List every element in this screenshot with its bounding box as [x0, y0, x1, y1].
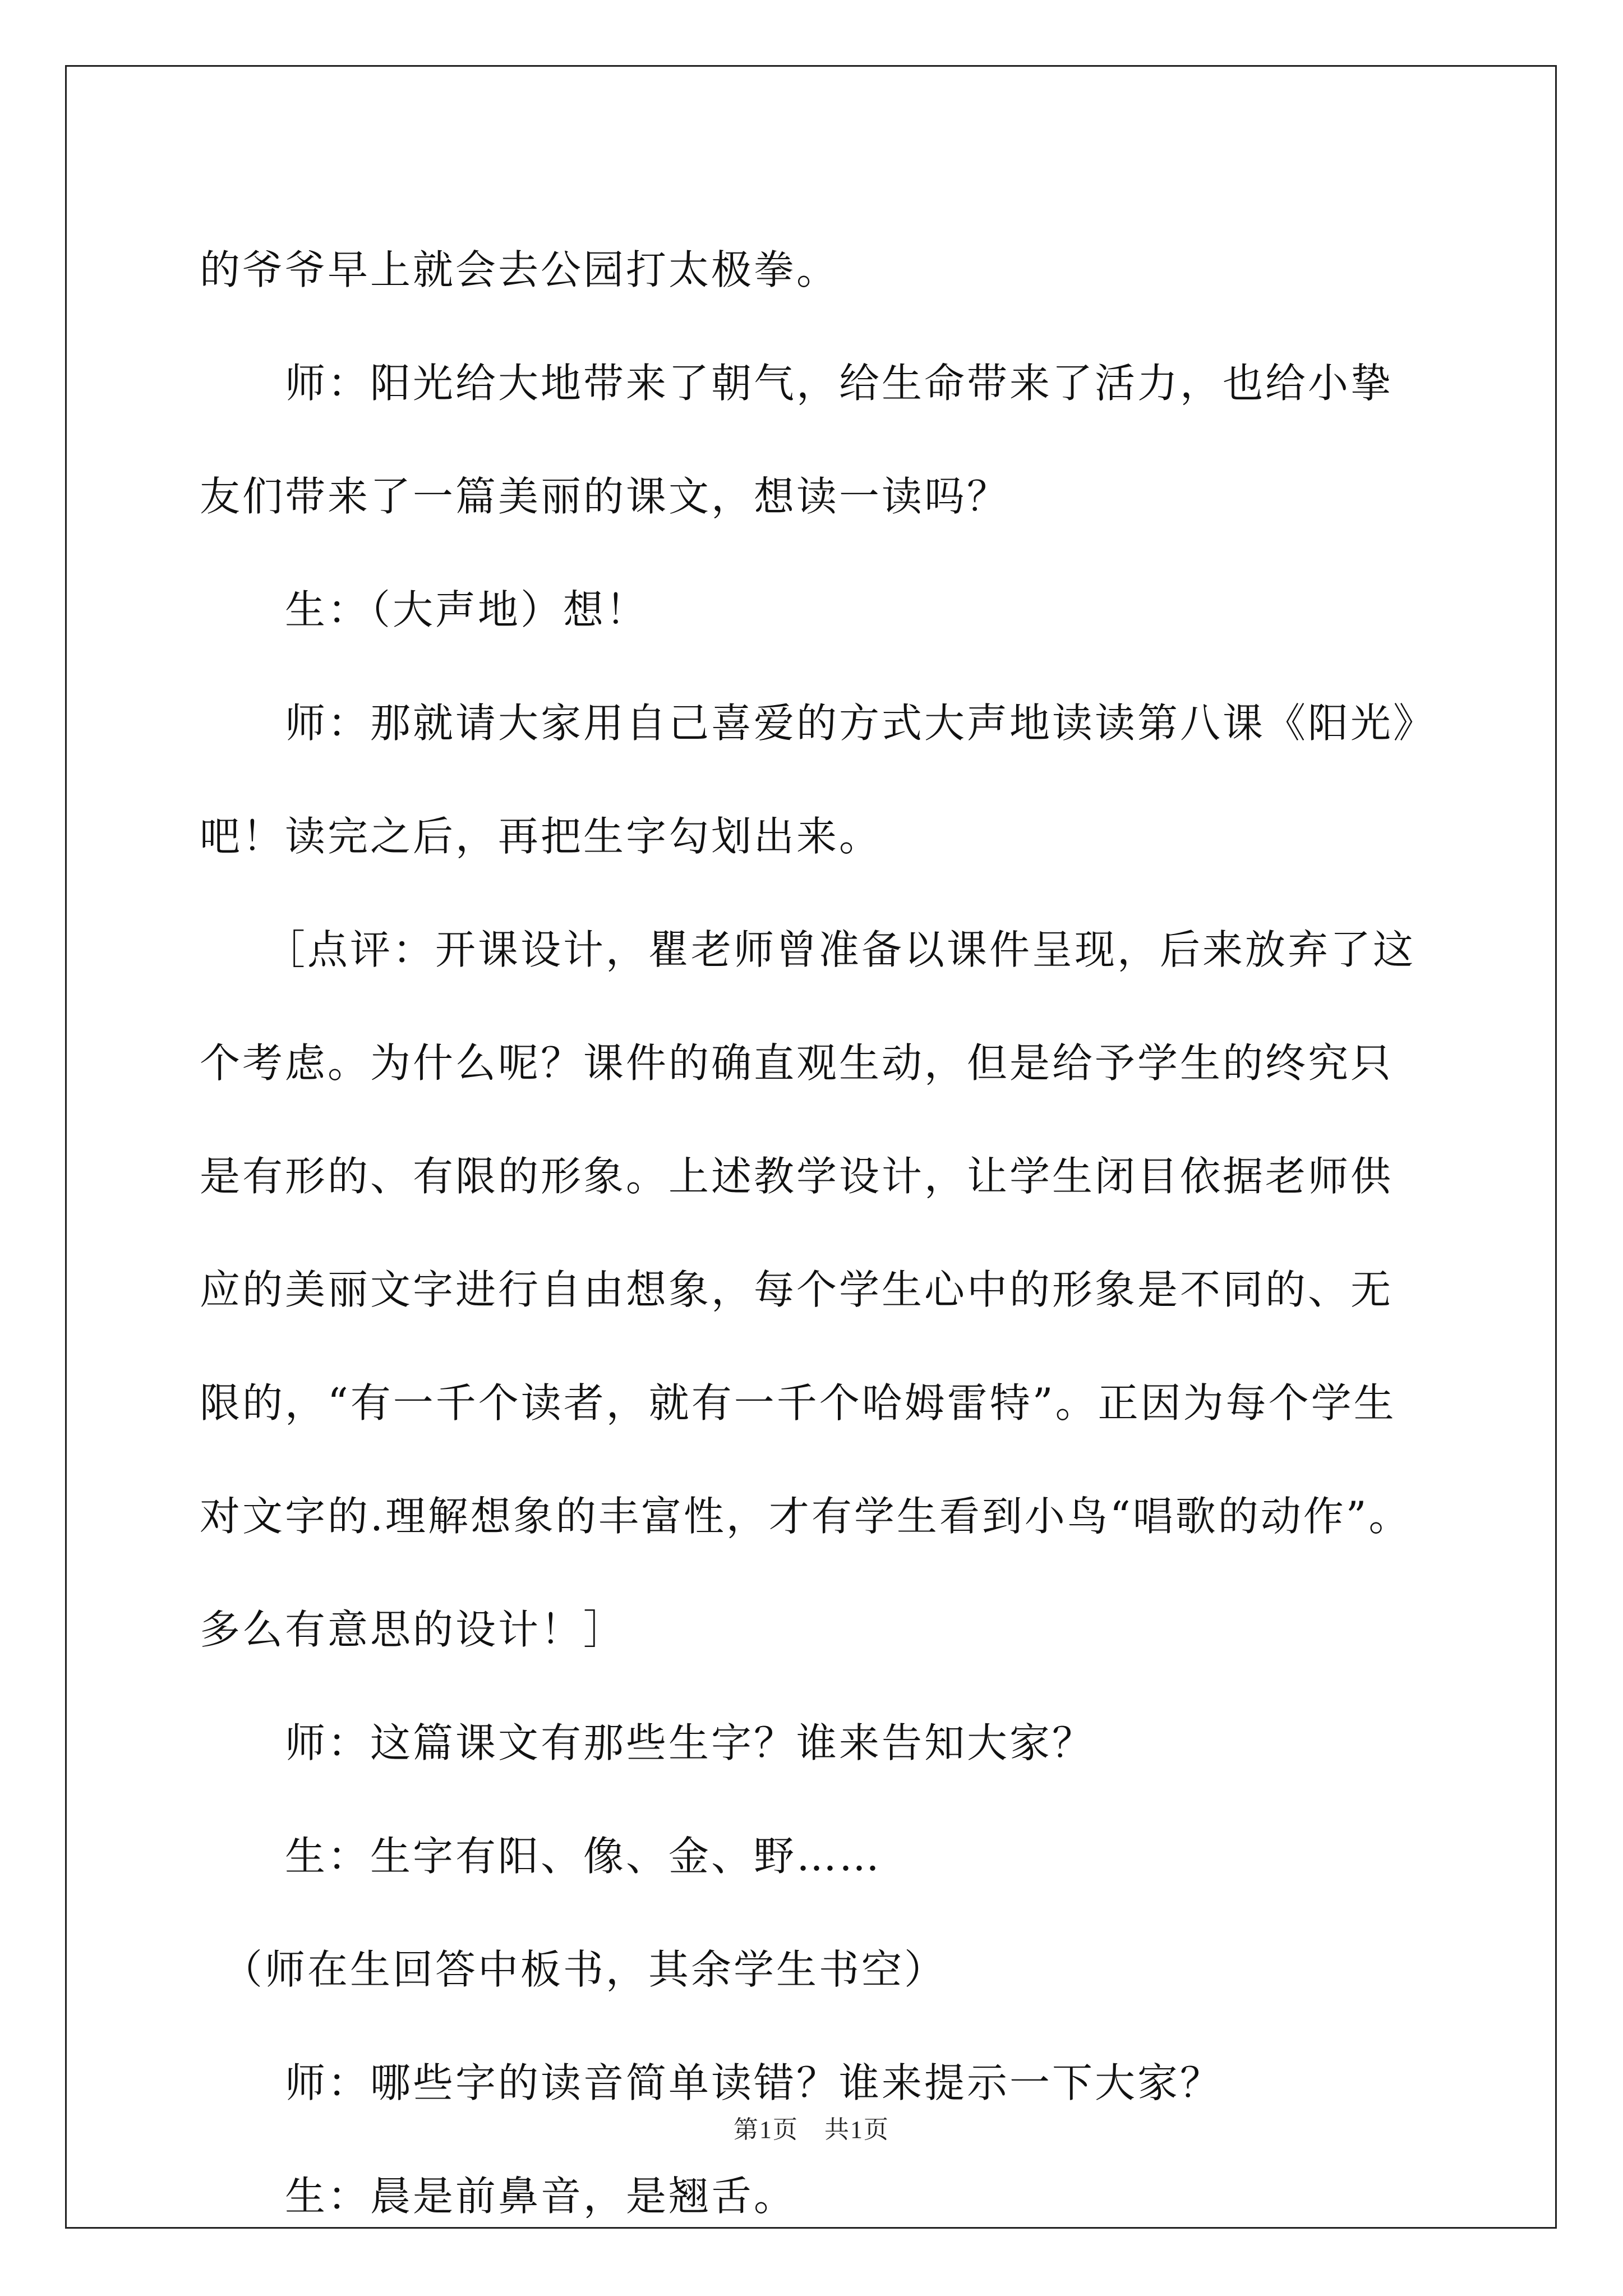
paragraph-7: 生：生字有阳、像、金、野…… — [200, 1833, 882, 1880]
paragraph-3: 生：（大声地）想！ — [200, 586, 649, 633]
paragraph-4: 师：那就请大家用自己喜爱的方式大声地读读第八课《阳光》吧！读完之后，再把生字勾划出来。 — [200, 700, 1416, 860]
paragraph-10: 生：晨是前鼻音，是翘舌。 — [200, 2173, 797, 2220]
paragraph-9: 师：哪些字的读音简单读错？谁来提示一下大家？ — [200, 2059, 1223, 2106]
document-body — [200, 213, 1433, 2253]
paragraph-2: 师：阳光给大地带来了朝气，给生命带来了活力，也给小挚友们带来了一篇美丽的课文，想读一读吗？ — [200, 360, 1394, 520]
paragraph-6: 师：这篇课文有那些生字？谁来告知大家？ — [200, 1719, 1095, 1766]
page-footer: 第1页 共1页 — [734, 2116, 889, 2143]
paragraph-5-comment: ［点评：开课设计，瞿老师曾准备以课件呈现，后来放弃了这个考虑。为什么呢？课件的确直观生动，但是给予学生的终究只是有形的、有限的形象。上述教学设计，让学生闭目依据老师供应的美丽文字进行自由想象，每个学生心中的形象是不同的、无限的，“有一千个读者，就有一千个哈姆雷特”。正因为每个学生对文字的.理解想象的丰富性，才有学生看到小鸟“唱歌的动作”。多么有意思的设计！］ — [200, 926, 1416, 1653]
paragraph-8: （师在生回答中板书，其余学生书空） — [200, 1946, 947, 1993]
paragraph-1: 的爷爷早上就会去公园打太极拳。 — [200, 246, 840, 293]
